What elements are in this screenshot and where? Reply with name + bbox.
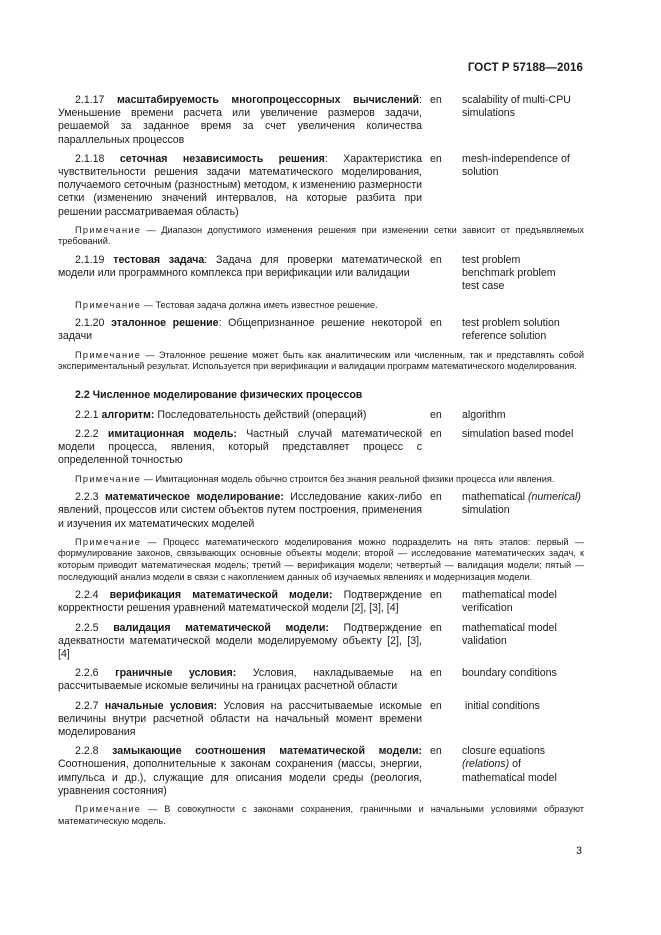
language-code: en [430, 667, 442, 680]
term-definition: 2.2.4 верификация математической модели: Подтверждение корректности решения уравнений математической модели [2], [3], [4] [58, 589, 422, 615]
term-definition: 2.2.5 валидация математической модели: Подтверждение адекватности математической модели моделируемому объекту [2], [3], [4] [58, 621, 422, 661]
term-entry [58, 409, 584, 422]
english-equivalent: mesh-independence of solution [462, 152, 570, 179]
document-header: ГОСТ Р 57188—2016 [467, 62, 583, 74]
term-name: имитационная модель: [107, 428, 237, 441]
term-name: граничные условия: [115, 667, 237, 680]
term-name: сеточная независимость решения [119, 152, 325, 165]
term-name: тестовая задача [113, 254, 205, 267]
term-name: масштабируемость многопроцессорных вычислений [116, 94, 420, 106]
language-code: en [430, 152, 442, 165]
term-entry [58, 745, 584, 798]
term-entry [58, 94, 584, 147]
term-definition: 2.2.6 граничные условия: Условия, накладываемые на рассчитываемые искомые величины на границах расчетной области [58, 667, 422, 693]
term-definition: 2.2.7 начальные условия: Условия на рассчитываемые искомые величины внутри расчетной области на начальный момент времени моделирования [58, 699, 422, 739]
term-entry [58, 317, 584, 343]
language-code: en [430, 491, 442, 504]
term-name: замыкающие соотношения математической модели: [112, 745, 422, 758]
term-definition: 2.2.1 алгоритм: Последовательность действий (операций) [75, 408, 367, 421]
term-entry [58, 428, 584, 468]
term-entry [58, 700, 584, 740]
language-code: en [430, 254, 442, 267]
note: Примечание — Процесс математического моделирования можно подразделить на пять этапов: первый — формулирование законов, связывающих основные объекты модели; второй — исследование математических задач, к которым приводит математическая модель; третий — верификация модели; четвертый — валидация модели; пятый — последующий анализ модели в связи с накоплением данных об изучаемых явлениях и модернизация модели. [58, 536, 584, 582]
language-code: en [430, 699, 442, 712]
note: Примечание — Имитационная модель обычно строится без знания реальной физики процесса или явления. [75, 473, 555, 484]
term-definition: 2.2.2 имитационная модель: Частный случай математической модели процесса, явления, который представляет процесс с определенной точностью [58, 428, 422, 467]
note: Примечание — Тестовая задача должна иметь известное решение. [75, 299, 378, 310]
english-equivalent: mathematical model validation [462, 621, 557, 647]
term-name: эталонное решение [111, 317, 219, 330]
language-code: en [430, 317, 442, 330]
term-definition: 2.2.8 замыкающие соотношения математической модели: Соотношения, дополнительные к законам сохранения (массы, энергии, импульса и др.), служащие для описания модели среды (реология, уравнения состояния) [58, 745, 422, 797]
english-equivalent: mathematical model verification [462, 589, 557, 615]
english-equivalent: algorithm [462, 408, 506, 421]
language-code: en [430, 621, 442, 634]
term-entry [58, 667, 584, 693]
term-definition: 2.1.17 масштабируемость многопроцессорных вычислений: Уменьшение времени расчета или увеличение размеров задачи, решаемой за заданное время за счет увеличения количества параллельных процессов [58, 94, 422, 146]
term-entry [58, 254, 584, 294]
note: Примечание — Эталонное решение может быть как аналитическим или численным, так и представлять собой экспериментальный результат. Используется при верификации и валидации программ математического моделирования. [58, 349, 584, 372]
term-entry [58, 491, 584, 531]
document-body [58, 94, 584, 833]
term-definition: 2.1.19 тестовая задача: Задача для проверки математической модели или программного комплекса при верификации или валидации [58, 254, 422, 280]
language-code: en [430, 745, 442, 758]
language-code: en [430, 94, 442, 106]
english-equivalent: simulation based model [462, 428, 574, 441]
term-name: валидация математической модели: [113, 621, 329, 634]
term-definition: 2.1.20 эталонное решение: Общепризнанное решение некоторой задачи [58, 317, 423, 343]
english-equivalent: test problem benchmark problem test case [462, 254, 556, 293]
term-definition: 2.2.3 математическое моделирование: Исследование каких-либо явлений, процессов или систем объектов путем построения, применения и изучения их математических моделей [58, 491, 422, 530]
english-equivalent: test problem solution reference solution [462, 317, 560, 343]
language-code: en [430, 589, 442, 602]
note: Примечание — Диапазон допустимого изменения решения при изменении сетки зависит от предъявляемых требований. [58, 224, 584, 247]
term-definition: 2.1.18 сеточная независимость решения: Характеристика чувствительности решения задачи математического моделирования, получаемого сеточным (разностным) методом, к изменению размерности сетки (изменению значений интервалов, на которые разбита при решении рассматриваемая область) [58, 152, 422, 218]
language-code: en [430, 408, 442, 421]
term-name: верификация математической модели: [109, 589, 333, 602]
term-name: математическое моделирование: [104, 491, 284, 504]
section-title: 2.2 Численное моделирование физических процессов [75, 388, 363, 401]
language-code: en [430, 428, 442, 441]
english-equivalent: boundary conditions [462, 667, 557, 680]
english-equivalent: closure equations (relations) of mathematical model [462, 745, 557, 784]
term-name: алгоритм: [101, 408, 155, 421]
english-equivalent: scalability of multi-CPU simulations [462, 94, 571, 120]
english-equivalent: initial conditions [465, 699, 540, 712]
term-entry [58, 589, 584, 615]
english-equivalent: mathematical (numerical) simulation [462, 491, 581, 517]
note: Примечание — В совокупности с законами сохранения, граничными и начальными условиями образуют математическую модель. [58, 804, 584, 826]
page-number: 3 [576, 845, 582, 857]
term-name: начальные условия: [104, 699, 218, 712]
term-entry [58, 153, 584, 219]
term-entry [58, 622, 584, 662]
